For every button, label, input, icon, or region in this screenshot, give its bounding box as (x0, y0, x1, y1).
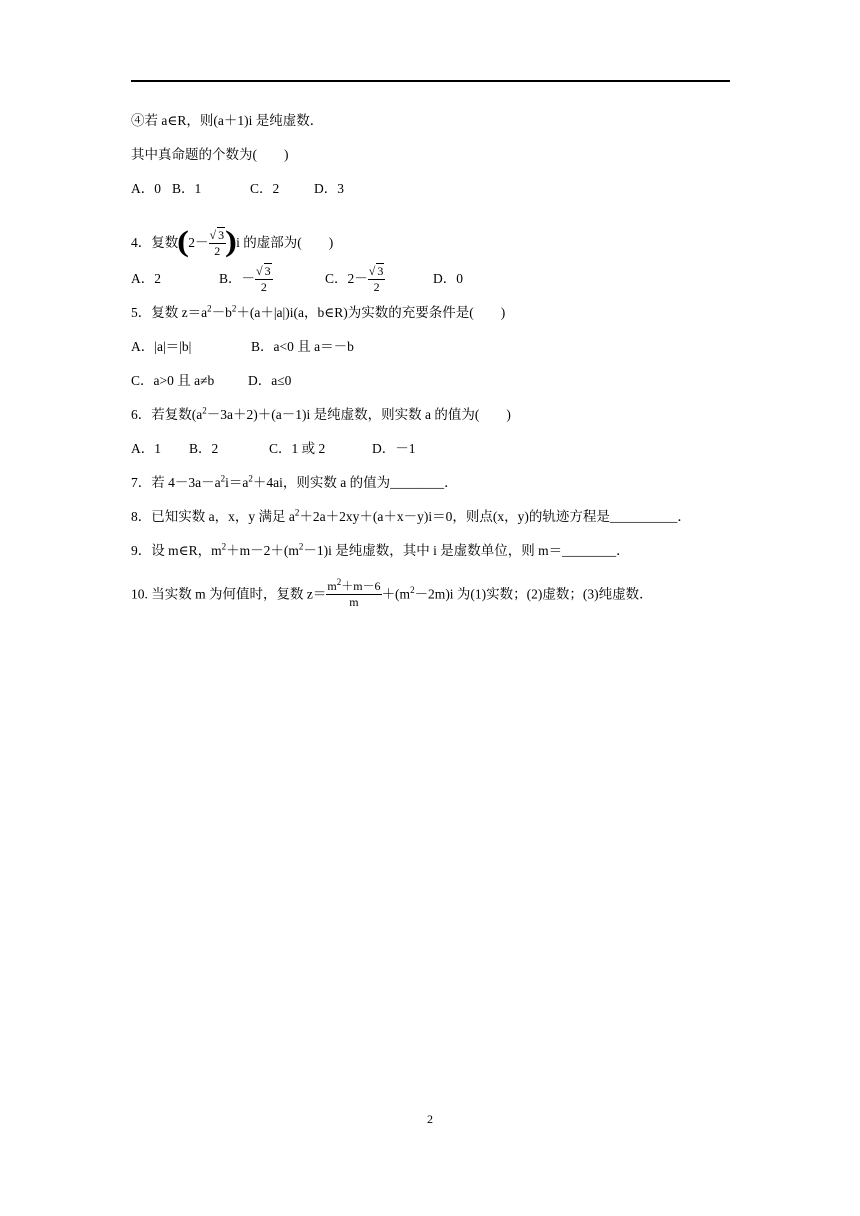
option-c: C．a>0 且 a≠b (131, 373, 215, 388)
q8-part-a: 8．已知实数 a，x，y 满足 a (131, 509, 295, 524)
q4-suffix: i 的虚部为( ) (236, 235, 334, 251)
fraction-m-expression (326, 579, 381, 610)
numerator-rest: ＋m－6 (341, 579, 381, 593)
denominator: 2 (260, 280, 267, 294)
option-b (219, 264, 325, 296)
q9-part-b: ＋m－2＋(m (226, 543, 299, 558)
option-d: D．－1 (372, 441, 416, 456)
question-5-options-row2 (131, 372, 291, 390)
q4-two-minus: 2－ (188, 235, 209, 251)
option-b: B．1 (172, 181, 202, 196)
q9-part-a: 9．设 m∈R，m (131, 543, 222, 558)
q7-part-a: 7．若 4－3a－a (131, 475, 221, 490)
q5-part-a: 5．复数 z＝a (131, 305, 208, 320)
option-d: D．3 (314, 181, 344, 196)
superscript: 2 (220, 473, 226, 484)
option-c: C．1 或 2 (269, 441, 326, 456)
question-6-stem (131, 406, 511, 424)
sqrt-arg: 3 (377, 264, 384, 278)
denominator: 2 (214, 244, 221, 258)
sqrt-arg: 3 (218, 228, 225, 242)
superscript: 2 (336, 577, 342, 587)
option-d: D．a≤0 (248, 373, 292, 388)
superscript: 2 (410, 585, 415, 596)
question-6-options (131, 440, 416, 458)
option-a: A．2 (131, 271, 161, 287)
left-paren: ( (177, 225, 190, 258)
option-c: C．2 (250, 181, 280, 196)
option-d: D．0 (433, 271, 463, 287)
fraction-sqrt3-over-2: $\frac{√ 3}{2}$ (368, 264, 384, 294)
option-b: B．a<0 且 a＝－b (251, 339, 354, 354)
denominator: 2 (373, 280, 380, 294)
q6-part-a: 6．若复数(a (131, 407, 203, 422)
header-rule (131, 80, 730, 82)
question-3-stem: 其中真命题的个数为( ) (131, 147, 289, 162)
question-5-options-row1 (131, 338, 354, 356)
question-8 (131, 508, 691, 526)
q10-part-a: 10. 当实数 m 为何值时，复数 z＝ (131, 586, 327, 602)
fraction-sqrt3-over-2: $\frac{√ 3}{2}$ (209, 228, 225, 258)
question-4-options (131, 264, 463, 296)
q10-part-b: ＋(m (381, 586, 411, 602)
question-9 (131, 542, 630, 560)
question-4-stem (131, 225, 334, 260)
superscript: 2 (294, 507, 300, 518)
option-c-label: C．2－ (325, 271, 368, 287)
fraction-sqrt3-over-2: $\frac{√ 3}{2}$ (256, 264, 271, 294)
q5-part-b: －b (211, 305, 232, 320)
q6-part-b: －3a＋2)＋(a－1)i 是纯虚数，则实数 a 的值为( ) (206, 407, 511, 422)
option-b-label: B．－ (219, 271, 256, 287)
q9-part-c: －1)i 是纯虚数，其中 i 是虚数单位，则 m＝________． (303, 543, 630, 558)
q5-part-c: ＋(a＋|a|)i(a，b∈R)为实数的充要条件是( ) (236, 305, 506, 320)
option-a: A．1 (131, 441, 161, 456)
superscript: 2 (202, 405, 207, 416)
numerator-m: m (327, 579, 337, 593)
q10-part-c: －2m)i 为(1)实数；(2)虚数；(3)纯虚数． (414, 586, 653, 602)
q4-prefix: 4．复数 (131, 235, 179, 251)
superscript: 2 (221, 541, 227, 552)
question-3-options (131, 180, 344, 198)
option-a: A．|a|＝|b| (131, 339, 192, 354)
option-a: A．0 (131, 181, 161, 196)
superscript: 2 (207, 303, 212, 314)
q7-part-b: i＝a (225, 475, 249, 490)
option-c (325, 264, 433, 296)
q8-part-b: ＋2a＋2xy＋(a＋x－y)i＝0，则点(x，y)的轨迹方程是__________． (299, 509, 691, 524)
page-number: 2 (427, 1112, 433, 1126)
superscript: 2 (298, 541, 304, 552)
superscript: 2 (231, 303, 237, 314)
denominator: m (349, 595, 359, 609)
question-10 (131, 577, 653, 611)
question-5-stem (131, 304, 505, 322)
right-paren: ) (225, 225, 238, 258)
sqrt-arg: 3 (264, 264, 271, 278)
superscript: 2 (248, 473, 253, 484)
question-7 (131, 474, 458, 492)
q7-part-c: ＋4ai，则实数 a 的值为________． (252, 475, 458, 490)
statement-4: ④若 a∈R，则(a＋1)i 是纯虚数． (131, 113, 324, 128)
option-b: B．2 (189, 441, 219, 456)
